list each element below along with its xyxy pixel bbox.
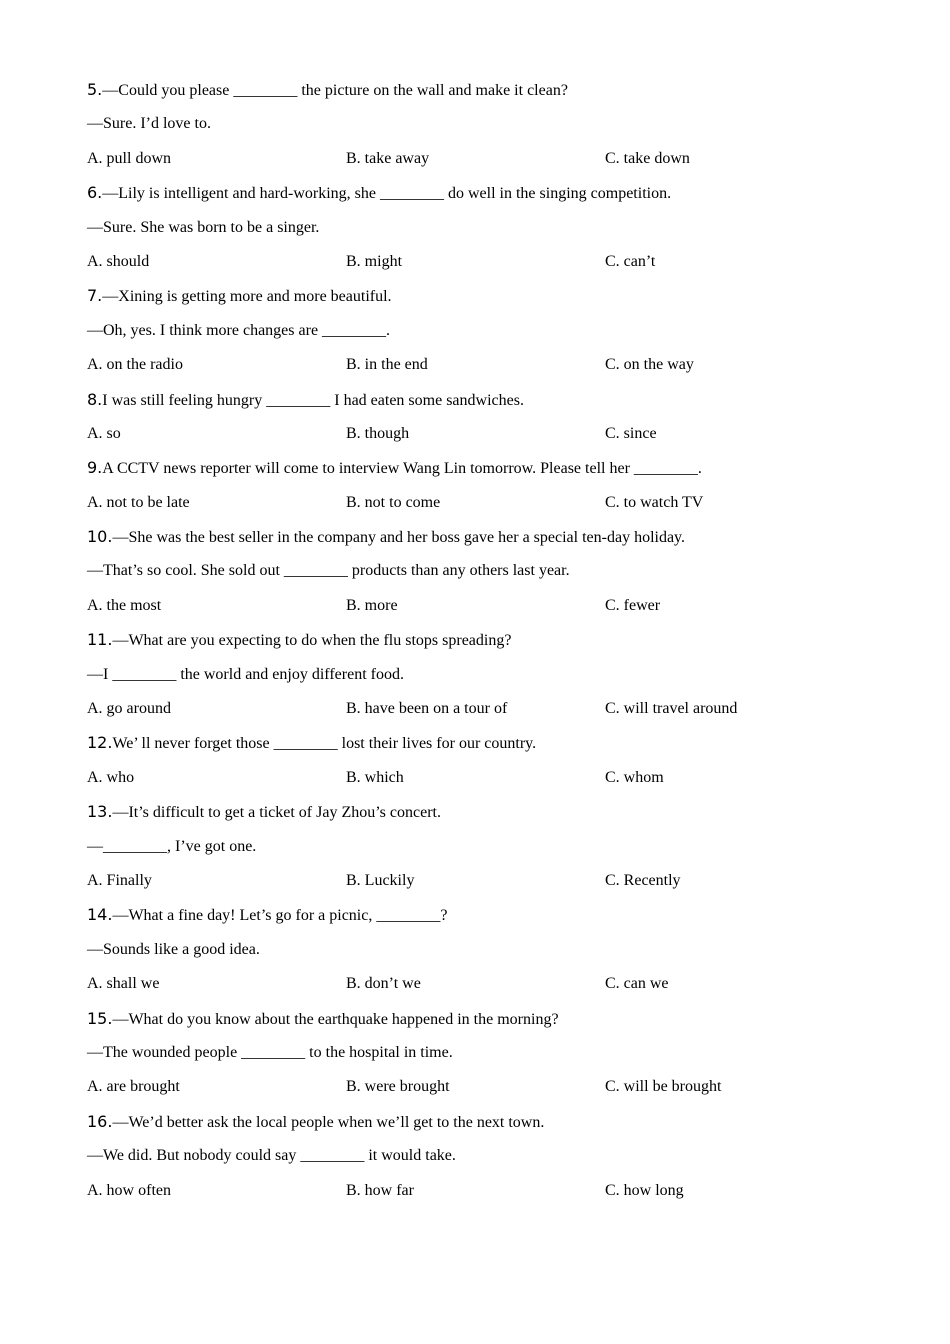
option-a[interactable]: A. shall we: [87, 975, 160, 993]
question-text: —Xining is getting more and more beautiful.: [102, 288, 392, 306]
question-item: [87, 181, 887, 284]
question-text: —Could you please ________ the picture on the wall and make it clean?: [102, 82, 568, 99]
option-b[interactable]: B. have been on a tour of: [346, 700, 508, 718]
answer-options: [87, 766, 887, 800]
answer-options: [87, 697, 887, 731]
question-text: —What a fine day! Let’s go for a picnic, ________?: [112, 907, 448, 925]
option-c[interactable]: C. will be brought: [605, 1078, 722, 1096]
option-c[interactable]: C. fewer: [605, 596, 661, 614]
question-number: 5.: [87, 80, 103, 99]
question-item: [87, 628, 887, 731]
option-b[interactable]: B. which: [346, 768, 404, 786]
answer-options: [87, 491, 887, 525]
question-text: —What are you expecting to do when the flu stops spreading?: [112, 632, 512, 650]
option-b[interactable]: B. Luckily: [346, 871, 415, 889]
option-b[interactable]: B. don’t we: [346, 975, 421, 993]
question-stem: [87, 903, 887, 937]
question-text: —What do you know about the earthquake happened in the morning?: [112, 1010, 559, 1028]
question-item: [87, 903, 887, 1006]
option-c[interactable]: C. can’t: [605, 252, 656, 270]
question-stem: [87, 456, 887, 490]
question-stem: [87, 78, 887, 112]
option-c[interactable]: C. can we: [605, 975, 669, 993]
question-stem: [87, 800, 887, 834]
option-a[interactable]: A. should: [87, 252, 150, 270]
question-stem: [87, 284, 887, 318]
answer-options: [87, 250, 887, 284]
answer-options: [87, 147, 887, 181]
question-reply: —Sure. I’d love to.: [87, 115, 211, 133]
question-item: [87, 800, 887, 903]
question-text: —Lily is intelligent and hard-working, she ________ do well in the singing competition.: [102, 185, 672, 203]
question-stem: [87, 525, 887, 559]
question-text: —We’d better ask the local people when we’ll get to the next town.: [112, 1113, 545, 1131]
question-item: [87, 78, 887, 181]
option-a[interactable]: A. the most: [87, 596, 162, 614]
option-a[interactable]: A. go around: [87, 700, 171, 718]
question-item: [87, 1110, 887, 1213]
question-text: A CCTV news reporter will come to interview Wang Lin tomorrow. Please tell her ________.: [102, 460, 702, 478]
question-reply: —Sure. She was born to be a singer.: [87, 218, 320, 236]
question-number: 16.: [87, 1111, 113, 1131]
option-a[interactable]: A. on the radio: [87, 356, 183, 374]
option-b[interactable]: B. though: [346, 424, 410, 442]
option-b[interactable]: B. might: [346, 252, 403, 270]
question-item: [87, 456, 887, 525]
question-number: 15.: [87, 1008, 113, 1028]
question-reply: —I ________ the world and enjoy different food.: [87, 665, 404, 683]
question-stem: [87, 1007, 887, 1041]
answer-options: [87, 594, 887, 628]
question-number: 10.: [87, 527, 113, 547]
question-item: [87, 388, 887, 457]
option-b[interactable]: B. take away: [346, 149, 430, 167]
question-number: 13.: [87, 802, 113, 822]
question-stem: [87, 731, 887, 765]
question-reply: —The wounded people ________ to the hospital in time.: [87, 1043, 453, 1061]
question-item: [87, 731, 887, 800]
question-number: 11.: [87, 630, 113, 650]
answer-options: [87, 1075, 887, 1109]
question-text: We’ ll never forget those ________ lost their lives for our country.: [112, 735, 537, 753]
option-b[interactable]: B. more: [346, 596, 398, 614]
option-c[interactable]: C. on the way: [605, 356, 694, 374]
question-number: 6.: [87, 183, 103, 203]
question-item: [87, 1007, 887, 1110]
question-stem: [87, 1110, 887, 1144]
option-c[interactable]: C. whom: [605, 768, 664, 786]
option-c[interactable]: C. Recently: [605, 871, 681, 889]
answer-options: [87, 869, 887, 903]
option-c[interactable]: C. how long: [605, 1181, 684, 1199]
question-reply: —That’s so cool. She sold out ________ products than any others last year.: [87, 562, 570, 580]
question-number: 12.: [87, 733, 113, 753]
answer-options: [87, 353, 887, 387]
option-a[interactable]: A. are brought: [87, 1078, 180, 1096]
option-b[interactable]: B. in the end: [346, 356, 428, 374]
question-stem: [87, 181, 887, 215]
option-c[interactable]: C. to watch TV: [605, 493, 704, 511]
question-number: 14.: [87, 905, 113, 925]
question-reply: —Oh, yes. I think more changes are ________.: [87, 321, 391, 339]
option-b[interactable]: B. were brought: [346, 1078, 450, 1096]
question-reply: —We did. But nobody could say ________ it would take.: [87, 1147, 456, 1165]
option-c[interactable]: C. since: [605, 424, 657, 442]
option-b[interactable]: B. how far: [346, 1181, 414, 1199]
question-reply: —Sounds like a good idea.: [87, 940, 260, 958]
question-number: 7.: [87, 286, 103, 306]
answer-options: [87, 1179, 887, 1213]
question-reply: —________, I’ve got one.: [87, 837, 257, 855]
option-a[interactable]: A. who: [87, 768, 135, 786]
question-text: —She was the best seller in the company and her boss gave her a special ten-day holiday.: [112, 529, 686, 547]
question-item: [87, 525, 887, 628]
question-stem: [87, 388, 887, 422]
question-stem: [87, 628, 887, 662]
question-item: [87, 284, 887, 387]
question-text: —It’s difficult to get a ticket of Jay Zhou’s concert.: [112, 804, 441, 822]
question-number: 9.: [87, 458, 103, 478]
answer-options: [87, 972, 887, 1006]
option-c[interactable]: C. will travel around: [605, 700, 738, 718]
question-number: 8.: [87, 389, 103, 409]
option-a[interactable]: A. not to be late: [87, 493, 190, 511]
answer-options: [87, 422, 887, 456]
option-b[interactable]: B. not to come: [346, 493, 441, 511]
option-a[interactable]: A. Finally: [87, 871, 152, 889]
question-list: [87, 78, 887, 1213]
option-a[interactable]: A. so: [87, 424, 121, 442]
question-text: I was still feeling hungry ________ I had eaten some sandwiches.: [102, 391, 524, 409]
option-a[interactable]: A. how often: [87, 1181, 171, 1199]
option-a[interactable]: A. pull down: [87, 149, 171, 167]
option-c[interactable]: C. take down: [605, 149, 690, 167]
